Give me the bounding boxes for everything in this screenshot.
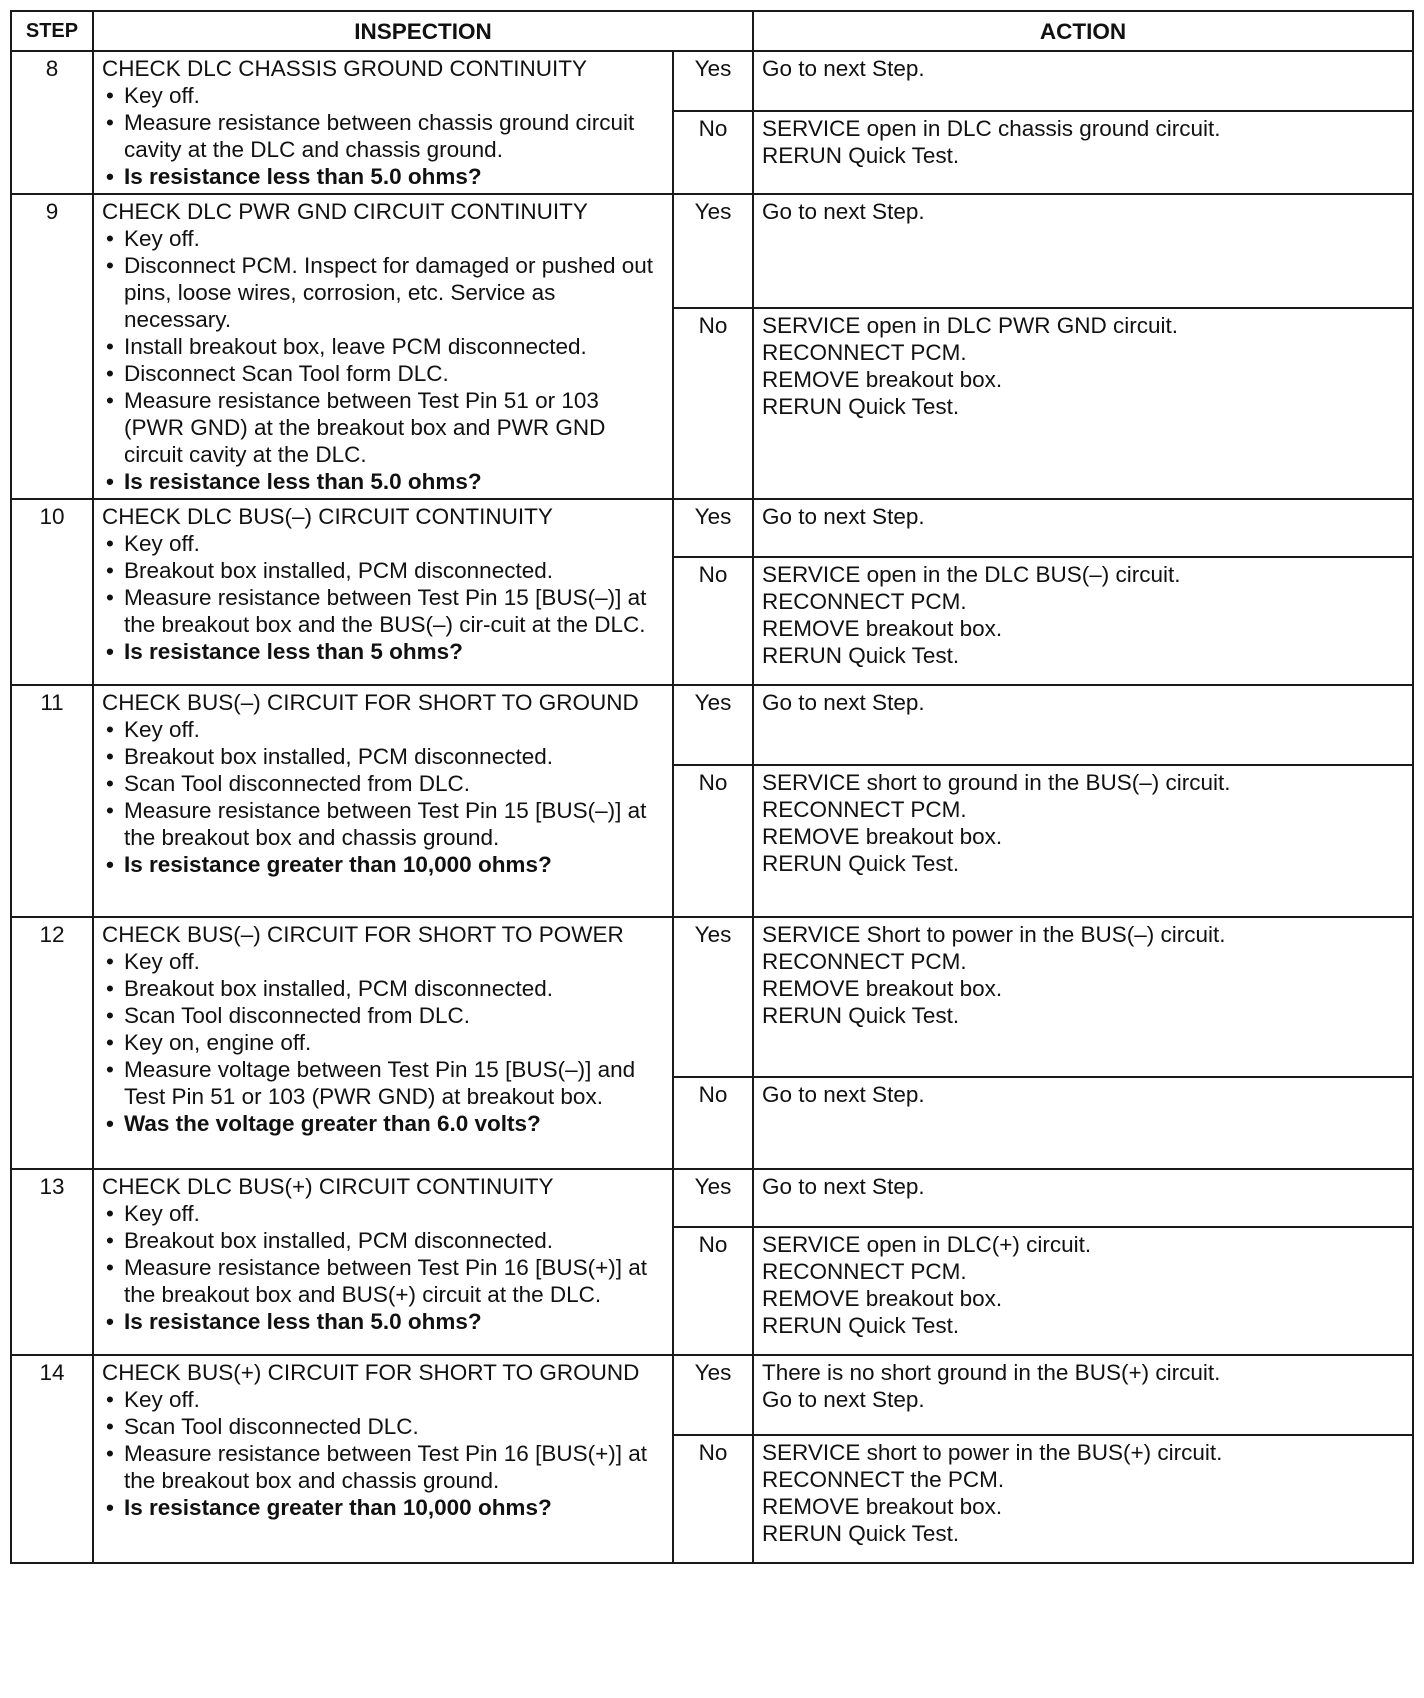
inspection-step: • Key off. xyxy=(102,1200,664,1227)
inspection-step: • Key off. xyxy=(102,530,664,557)
inspection-step: • Breakout box installed, PCM disconnected. xyxy=(102,1227,664,1254)
inspection-title: CHECK DLC BUS(+) CIRCUIT CONTINUITY xyxy=(102,1174,554,1199)
yes-answer: Yes xyxy=(673,499,753,557)
action-line: There is no short ground in the BUS(+) circuit. xyxy=(762,1360,1221,1385)
inspection-step: • Key off. xyxy=(102,1386,664,1413)
inspection-cell xyxy=(93,685,673,917)
action-line: SERVICE open in DLC(+) circuit. xyxy=(762,1232,1092,1257)
inspection-cell xyxy=(93,917,673,1169)
action-line: RERUN Quick Test. xyxy=(762,143,960,169)
action-line: REMOVE breakout box. xyxy=(762,1494,1003,1519)
yes-answer: Yes xyxy=(673,685,753,765)
inspection-title: CHECK DLC BUS(–) CIRCUIT CONTINUITY xyxy=(102,504,553,529)
inspection-steps xyxy=(102,530,664,665)
inspection-cell xyxy=(93,194,673,499)
no-answer: No xyxy=(673,1227,753,1355)
no-action xyxy=(753,765,1413,917)
inspection-cell xyxy=(93,1169,673,1355)
inspection-step: • Breakout box installed, PCM disconnected. xyxy=(102,743,664,770)
inspection-question: • Is resistance less than 5 ohms? xyxy=(102,638,664,665)
no-action xyxy=(753,1435,1413,1563)
no-answer: No xyxy=(673,111,753,194)
yes-answer: Yes xyxy=(673,194,753,308)
inspection-title: CHECK DLC PWR GND CIRCUIT CONTINUITY xyxy=(102,199,588,224)
action-line: Go to next Step. xyxy=(762,690,925,715)
step-row-14 xyxy=(11,1355,1413,1435)
step-number: 10 xyxy=(11,499,93,685)
inspection-step: • Breakout box installed, PCM disconnected. xyxy=(102,557,664,584)
action-line: REMOVE breakout box. xyxy=(762,616,1003,641)
no-answer: No xyxy=(673,1077,753,1169)
action-line: RERUN Quick Test. xyxy=(762,394,960,420)
action-line: REMOVE breakout box. xyxy=(762,1286,1003,1311)
action-line: REMOVE breakout box. xyxy=(762,367,1003,393)
action-line: RECONNECT PCM. xyxy=(762,1259,967,1284)
action-line: RERUN Quick Test. xyxy=(762,1521,960,1546)
no-action xyxy=(753,111,1413,194)
inspection-steps xyxy=(102,82,664,190)
inspection-step: • Measure resistance between Test Pin 51 or 103 (PWR GND) at the breakout box and PWR GND circuit cavity at the DLC. xyxy=(102,387,664,468)
yes-action xyxy=(753,51,1413,111)
no-answer: No xyxy=(673,557,753,685)
step-row-9 xyxy=(11,194,1413,308)
no-answer: No xyxy=(673,308,753,499)
inspection-step: • Scan Tool disconnected from DLC. xyxy=(102,770,664,797)
step-rows xyxy=(11,51,1413,1563)
yes-action xyxy=(753,1169,1413,1227)
action-line: SERVICE short to power in the BUS(+) circuit. xyxy=(762,1440,1223,1465)
action-line: Go to next Step. xyxy=(762,1387,925,1412)
step-row-10 xyxy=(11,499,1413,557)
diagnostic-table xyxy=(10,10,1414,1564)
no-action xyxy=(753,557,1413,685)
action-line: RECONNECT PCM. xyxy=(762,797,967,822)
inspection-step: • Key off. xyxy=(102,225,664,252)
action-line: Go to next Step. xyxy=(762,56,925,81)
step-row-11 xyxy=(11,685,1413,765)
inspection-title: CHECK BUS(–) CIRCUIT FOR SHORT TO GROUND xyxy=(102,690,639,715)
no-action xyxy=(753,1227,1413,1355)
inspection-step: • Measure resistance between Test Pin 15 [BUS(–)] at the breakout box and chassis ground. xyxy=(102,797,664,851)
header-row xyxy=(11,11,1413,51)
no-answer: No xyxy=(673,765,753,917)
inspection-steps xyxy=(102,948,664,1137)
action-line: SERVICE open in the DLC BUS(–) circuit. xyxy=(762,562,1181,587)
step-number: 12 xyxy=(11,917,93,1169)
step-number: 11 xyxy=(11,685,93,917)
diagnostic-sheet xyxy=(10,10,1412,1564)
action-line: SERVICE open in DLC chassis ground circuit. xyxy=(762,116,1221,142)
inspection-step: • Breakout box installed, PCM disconnected. xyxy=(102,975,664,1002)
yes-action xyxy=(753,1355,1413,1435)
inspection-cell xyxy=(93,1355,673,1563)
inspection-step: • Disconnect PCM. Inspect for damaged or pushed out pins, loose wires, corrosion, etc. Service as necessary. xyxy=(102,252,664,333)
action-line: SERVICE short to ground in the BUS(–) circuit. xyxy=(762,770,1231,795)
action-line: RERUN Quick Test. xyxy=(762,851,960,876)
inspection-step: • Key off. xyxy=(102,716,664,743)
inspection-step: • Measure resistance between Test Pin 16 [BUS(+)] at the breakout box and BUS(+) circuit at the DLC. xyxy=(102,1254,664,1308)
action-line: Go to next Step. xyxy=(762,504,925,529)
inspection-title: CHECK BUS(+) CIRCUIT FOR SHORT TO GROUND xyxy=(102,1360,640,1385)
action-line: RERUN Quick Test. xyxy=(762,1003,960,1028)
no-action xyxy=(753,1077,1413,1169)
action-line: RECONNECT PCM. xyxy=(762,340,967,366)
step-row-8 xyxy=(11,51,1413,111)
inspection-step: • Measure voltage between Test Pin 15 [BUS(–)] and Test Pin 51 or 103 (PWR GND) at breakout box. xyxy=(102,1056,664,1110)
inspection-step: • Key on, engine off. xyxy=(102,1029,664,1056)
action-line: RERUN Quick Test. xyxy=(762,643,960,668)
inspection-cell xyxy=(93,51,673,194)
inspection-question: • Is resistance less than 5.0 ohms? xyxy=(102,1308,664,1335)
yes-action xyxy=(753,194,1413,308)
step-row-12 xyxy=(11,917,1413,1077)
inspection-step: • Disconnect Scan Tool form DLC. xyxy=(102,360,664,387)
action-line: REMOVE breakout box. xyxy=(762,824,1003,849)
action-line: SERVICE Short to power in the BUS(–) circuit. xyxy=(762,922,1226,947)
yes-action xyxy=(753,917,1413,1077)
inspection-steps xyxy=(102,1200,664,1335)
action-line: RERUN Quick Test. xyxy=(762,1313,960,1338)
action-line: RECONNECT the PCM. xyxy=(762,1467,1005,1492)
inspection-question: • Is resistance greater than 10,000 ohms? xyxy=(102,1494,664,1521)
action-line: Go to next Step. xyxy=(762,199,925,224)
inspection-steps xyxy=(102,1386,664,1521)
inspection-step: • Key off. xyxy=(102,948,664,975)
inspection-step: • Measure resistance between chassis ground circuit cavity at the DLC and chassis ground. xyxy=(102,109,664,163)
inspection-title: CHECK BUS(–) CIRCUIT FOR SHORT TO POWER xyxy=(102,922,624,947)
inspection-step: • Measure resistance between Test Pin 16 [BUS(+)] at the breakout box and chassis ground. xyxy=(102,1440,664,1494)
yes-answer: Yes xyxy=(673,51,753,111)
no-answer: No xyxy=(673,1435,753,1563)
inspection-step: • Scan Tool disconnected DLC. xyxy=(102,1413,664,1440)
step-number: 14 xyxy=(11,1355,93,1563)
yes-action xyxy=(753,499,1413,557)
action-line: Go to next Step. xyxy=(762,1082,925,1107)
yes-action xyxy=(753,685,1413,765)
action-line: RECONNECT PCM. xyxy=(762,589,967,614)
yes-answer: Yes xyxy=(673,1355,753,1435)
action-line: Go to next Step. xyxy=(762,1174,925,1199)
inspection-steps xyxy=(102,716,664,878)
inspection-step: • Scan Tool disconnected from DLC. xyxy=(102,1002,664,1029)
action-line: SERVICE open in DLC PWR GND circuit. xyxy=(762,313,1178,339)
step-number: 8 xyxy=(11,51,93,194)
inspection-step: • Key off. xyxy=(102,82,664,109)
no-action xyxy=(753,308,1413,499)
inspection-question: • Is resistance less than 5.0 ohms? xyxy=(102,163,664,190)
inspection-column-header: INSPECTION xyxy=(93,11,753,51)
inspection-cell xyxy=(93,499,673,685)
yes-answer: Yes xyxy=(673,917,753,1077)
action-column-header: ACTION xyxy=(753,11,1413,51)
inspection-steps xyxy=(102,225,664,495)
action-line: REMOVE breakout box. xyxy=(762,976,1003,1001)
step-column-header: STEP xyxy=(11,11,93,51)
inspection-question: • Is resistance greater than 10,000 ohms? xyxy=(102,851,664,878)
inspection-title: CHECK DLC CHASSIS GROUND CONTINUITY xyxy=(102,56,588,81)
inspection-step: • Measure resistance between Test Pin 15 [BUS(–)] at the breakout box and the BUS(–) cir-cuit at the DLC. xyxy=(102,584,664,638)
action-line: RECONNECT PCM. xyxy=(762,949,967,974)
inspection-step: • Install breakout box, leave PCM disconnected. xyxy=(102,333,664,360)
step-row-13 xyxy=(11,1169,1413,1227)
inspection-question: • Was the voltage greater than 6.0 volts? xyxy=(102,1110,664,1137)
yes-answer: Yes xyxy=(673,1169,753,1227)
step-number: 9 xyxy=(11,194,93,499)
step-number: 13 xyxy=(11,1169,93,1355)
inspection-question: • Is resistance less than 5.0 ohms? xyxy=(102,468,664,495)
